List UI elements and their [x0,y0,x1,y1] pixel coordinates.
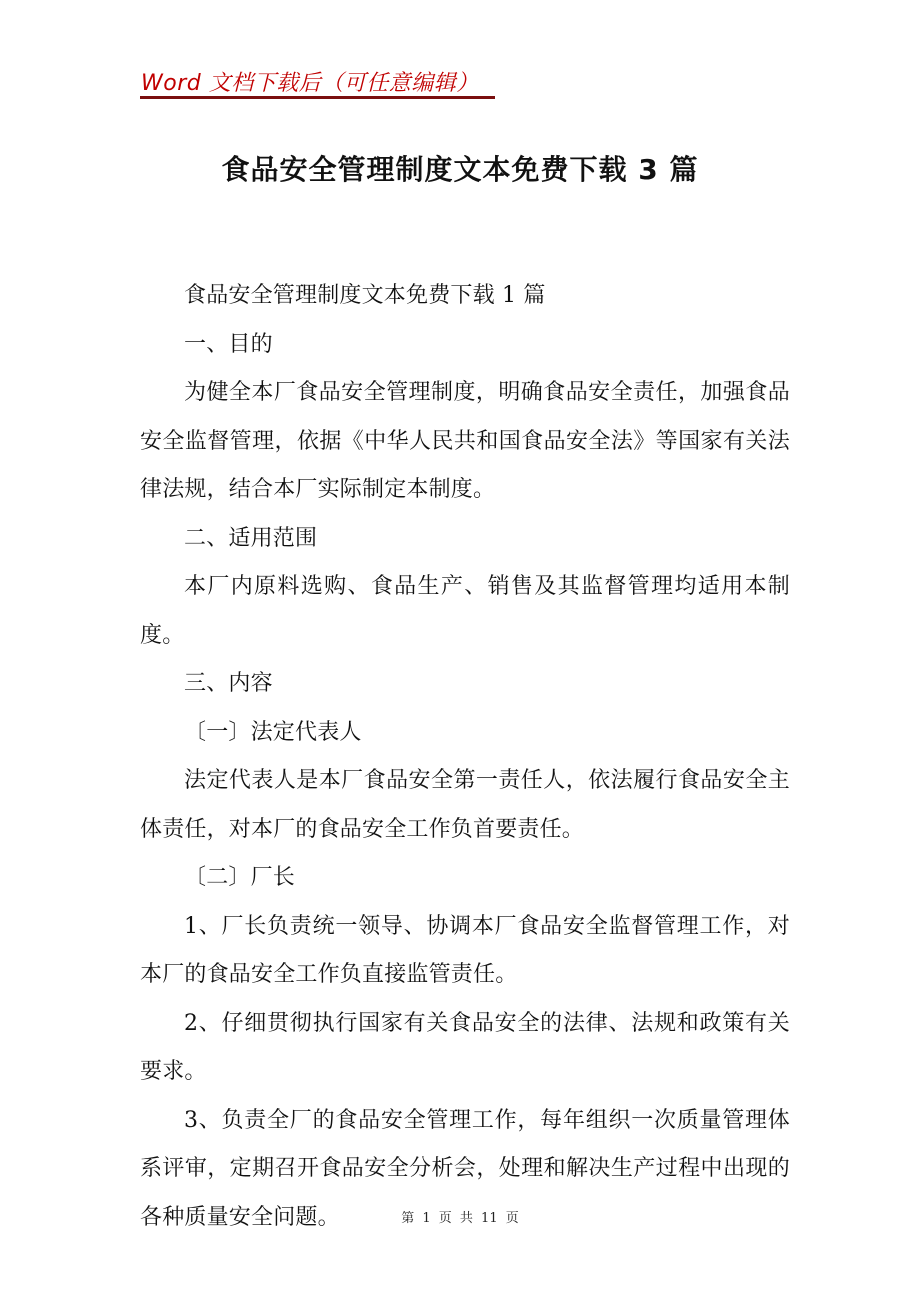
paragraph-heading-content: 三、内容 [184,671,273,696]
paragraph-heading-scope: 二、适用范围 [184,525,318,551]
paragraph-director-1: 1、厂长负责统一领导、协调本厂食品安全监督管理工作，对本厂的食品安全工作负直接监管责任。 [140,913,790,987]
paragraph-heading-legal-rep: 〔一〕法定代表人 [184,719,362,745]
paragraph-legal-rep: 法定代表人是本厂食品安全第一责任人，依法履行食品安全主体责任，对本厂的食品安全工作负首要责任。 [140,768,790,842]
page-footer: 第 1 页 共 11 页 [401,1211,519,1226]
paragraph-heading-purpose: 一、目的 [184,331,273,357]
paragraph-director-3: 3、负责全厂的食品安全管理工作，每年组织一次质量管理体系评审，定期召开食品安全分析会，处理和解决生产过程中出现的各种质量安全问题。 [140,1107,790,1230]
paragraph-scope: 本厂内原料选购、食品生产、销售及其监督管理均适用本制度。 [140,574,790,648]
paragraph-purpose: 为健全本厂食品安全管理制度，明确食品安全责任，加强食品安全监督管理，依据《中华人民共和国食品安全法》等国家有关法律法规，结合本厂实际制定本制度。 [140,380,790,502]
document-title: 食品安全管理制度文本免费下载 3 篇 [221,153,699,186]
paragraph-director-2: 2、仔细贯彻执行国家有关食品安全的法律、法规和政策有关要求。 [140,1010,790,1084]
paragraph-subtitle: 食品安全管理制度文本免费下载 1 篇 [184,283,546,308]
document-body [140,272,790,1242]
page-header [140,64,495,99]
header-text: Word 文档下载后（可任意编辑） [141,71,479,96]
paragraph-heading-director: 〔二〕厂长 [184,865,296,890]
